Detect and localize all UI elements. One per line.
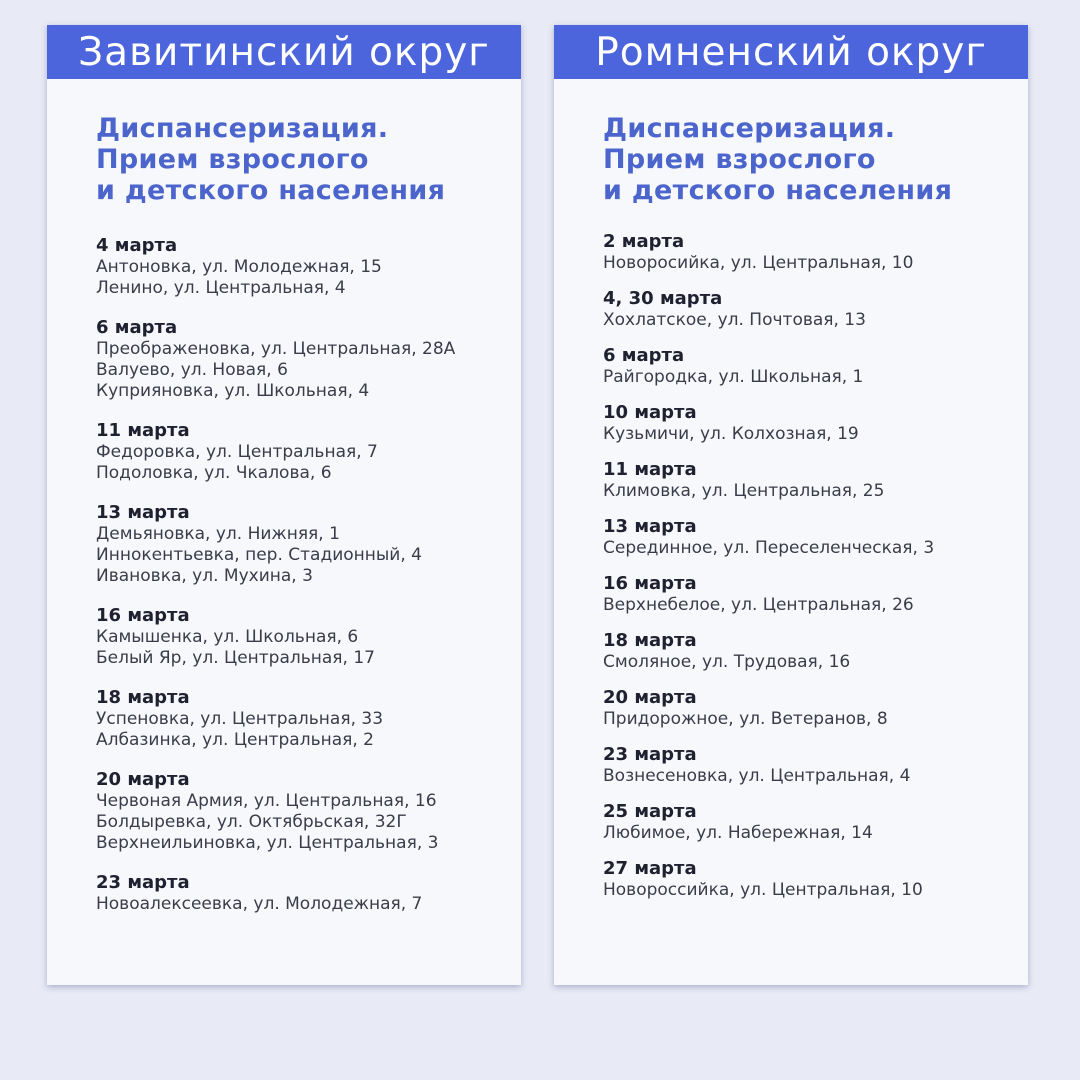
visit-address: Новоалексеевка, ул. Молодежная, 7: [96, 894, 423, 914]
card-body: [96, 113, 511, 932]
schedule-entry: [96, 604, 511, 669]
visit-address: Хохлатское, ул. Почтовая, 13: [603, 310, 866, 330]
schedule-entry: [96, 234, 511, 299]
visit-date: 6 марта: [603, 345, 685, 366]
card-subtitle: [96, 113, 511, 206]
schedule-entry: [603, 230, 1018, 274]
visit-address: Смоляное, ул. Трудовая, 16: [603, 652, 851, 672]
visit-address: Любимое, ул. Набережная, 14: [603, 823, 873, 843]
subtitle-line: Прием взрослого: [96, 144, 369, 175]
subtitle-line: Диспансеризация.: [96, 113, 389, 144]
schedule-entry: [96, 501, 511, 587]
visit-date: 2 марта: [603, 231, 685, 252]
schedule-entry: [603, 686, 1018, 730]
visit-address: Верхнебелое, ул. Центральная, 26: [603, 595, 914, 615]
schedule-list: [96, 234, 511, 915]
visit-address: Болдыревка, ул. Октябрьская, 32Г: [96, 812, 407, 832]
visit-date: 11 марта: [96, 420, 190, 441]
visit-address: Валуево, ул. Новая, 6: [96, 360, 288, 380]
subtitle-line: и детского населения: [603, 175, 953, 206]
schedule-entry: [603, 572, 1018, 616]
visit-date: 11 марта: [603, 459, 697, 480]
subtitle-line: и детского населения: [96, 175, 446, 206]
visit-address: Белый Яр, ул. Центральная, 17: [96, 648, 375, 668]
subtitle-line: Диспансеризация.: [603, 113, 896, 144]
visit-date: 13 марта: [603, 516, 697, 537]
schedule-entry: [603, 344, 1018, 388]
visit-date: 23 марта: [603, 744, 697, 765]
visit-address: Албазинка, ул. Центральная, 2: [96, 730, 374, 750]
schedule-entry: [96, 419, 511, 484]
visit-date: 4, 30 марта: [603, 288, 723, 309]
visit-address: Успеновка, ул. Центральная, 33: [96, 709, 384, 729]
romnensky-district-card: [554, 25, 1028, 985]
card-title: Ромненский округ: [554, 25, 1028, 79]
schedule-entry: [603, 629, 1018, 673]
visit-address: Новороссийка, ул. Центральная, 10: [603, 880, 923, 900]
schedule-entry: [96, 316, 511, 402]
visit-address: Верхнеильиновка, ул. Центральная, 3: [96, 833, 439, 853]
visit-address: Климовка, ул. Центральная, 25: [603, 481, 885, 501]
schedule-entry: [603, 287, 1018, 331]
visit-address: Камышенка, ул. Школьная, 6: [96, 627, 359, 647]
visit-date: 20 марта: [603, 687, 697, 708]
schedule-entry: [603, 800, 1018, 844]
visit-date: 13 марта: [96, 502, 190, 523]
card-body: [603, 113, 1018, 914]
visit-date: 18 марта: [96, 687, 190, 708]
visit-address: Серединное, ул. Переселенческая, 3: [603, 538, 935, 558]
subtitle-line: Прием взрослого: [603, 144, 876, 175]
visit-date: 20 марта: [96, 769, 190, 790]
visit-date: 25 марта: [603, 801, 697, 822]
visit-address: Иннокентьевка, пер. Стадионный, 4: [96, 545, 422, 565]
visit-date: 4 марта: [96, 235, 178, 256]
visit-address: Антоновка, ул. Молодежная, 15: [96, 257, 382, 277]
visit-date: 27 марта: [603, 858, 697, 879]
visit-address: Кузьмичи, ул. Колхозная, 19: [603, 424, 859, 444]
visit-address: Подоловка, ул. Чкалова, 6: [96, 463, 332, 483]
schedule-entry: [603, 515, 1018, 559]
schedule-entry: [96, 686, 511, 751]
visit-date: 6 марта: [96, 317, 178, 338]
visit-date: 10 марта: [603, 402, 697, 423]
schedule-entry: [603, 401, 1018, 445]
visit-date: 23 марта: [96, 872, 190, 893]
schedule-entry: [603, 458, 1018, 502]
visit-address: Демьяновка, ул. Нижняя, 1: [96, 524, 340, 544]
schedule-list: [603, 230, 1018, 901]
schedule-entry: [603, 857, 1018, 901]
visit-address: Новоросийка, ул. Центральная, 10: [603, 253, 914, 273]
visit-date: 18 марта: [603, 630, 697, 651]
visit-address: Ленино, ул. Центральная, 4: [96, 278, 346, 298]
zavitinsky-district-card: [47, 25, 521, 985]
card-subtitle: [603, 113, 1018, 206]
visit-date: 16 марта: [603, 573, 697, 594]
visit-address: Червоная Армия, ул. Центральная, 16: [96, 791, 437, 811]
visit-address: Федоровка, ул. Центральная, 7: [96, 442, 378, 462]
schedule-entry: [96, 871, 511, 915]
visit-address: Вознесеновка, ул. Центральная, 4: [603, 766, 911, 786]
card-title: Завитинский округ: [47, 25, 521, 79]
visit-address: Преображеновка, ул. Центральная, 28А: [96, 339, 456, 359]
visit-date: 16 марта: [96, 605, 190, 626]
schedule-entry: [96, 768, 511, 854]
visit-address: Куприяновка, ул. Школьная, 4: [96, 381, 370, 401]
visit-address: Придорожное, ул. Ветеранов, 8: [603, 709, 888, 729]
visit-address: Ивановка, ул. Мухина, 3: [96, 566, 313, 586]
schedule-entry: [603, 743, 1018, 787]
visit-address: Райгородка, ул. Школьная, 1: [603, 367, 864, 387]
